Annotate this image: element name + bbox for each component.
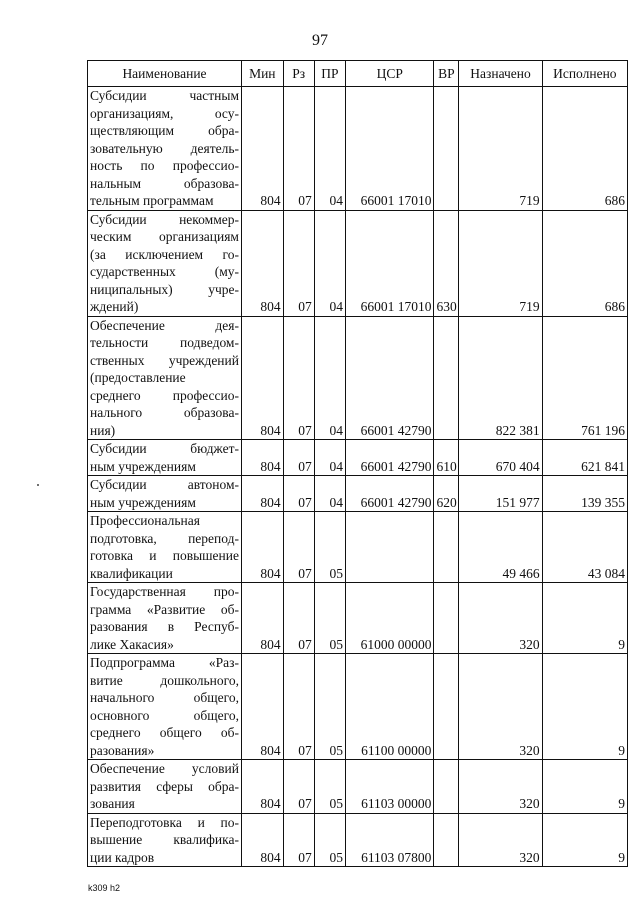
row-rz: 07: [283, 476, 314, 512]
row-pr: 05: [314, 583, 345, 654]
row-name-line: ждений): [90, 299, 139, 314]
row-executed: 9: [542, 654, 627, 760]
row-name: [88, 512, 242, 583]
row-name-line: Субсидии частным: [90, 88, 239, 103]
row-assigned: 49 466: [459, 512, 542, 583]
row-executed: 9: [542, 760, 627, 814]
row-rz: 07: [283, 760, 314, 814]
row-min: 804: [241, 654, 283, 760]
table-row: [88, 760, 628, 814]
row-name: [88, 316, 242, 440]
row-name-line: нального образова-: [90, 405, 239, 420]
row-assigned: 719: [459, 87, 542, 211]
row-pr: 05: [314, 760, 345, 814]
row-pr: 04: [314, 210, 345, 316]
row-vr: [434, 316, 459, 440]
table-row: [88, 476, 628, 512]
row-vr: [434, 512, 459, 583]
row-executed: 139 355: [542, 476, 627, 512]
row-pr: 05: [314, 512, 345, 583]
row-name: [88, 813, 242, 867]
row-pr: 05: [314, 654, 345, 760]
row-csr: 61000 00000: [346, 583, 434, 654]
row-rz: 07: [283, 813, 314, 867]
row-name-line: Обеспечение условий: [90, 761, 239, 776]
table-row: [88, 210, 628, 316]
row-csr: 66001 17010: [346, 210, 434, 316]
row-vr: 610: [434, 440, 459, 476]
row-min: 804: [241, 316, 283, 440]
row-name-line: лике Хакасия»: [90, 636, 174, 652]
row-vr: [434, 583, 459, 654]
row-min: 804: [241, 512, 283, 583]
row-csr: 61103 00000: [346, 760, 434, 814]
row-name-line: (предоставление: [90, 370, 186, 385]
row-rz: 07: [283, 512, 314, 583]
row-vr: [434, 813, 459, 867]
row-csr: 61100 00000: [346, 654, 434, 760]
header-csr: ЦСР: [346, 61, 434, 87]
row-assigned: 320: [459, 813, 542, 867]
header-vr: ВР: [434, 61, 459, 87]
row-name-line: разования в Респуб-: [90, 619, 239, 634]
scan-speck: [37, 484, 39, 486]
row-pr: 05: [314, 813, 345, 867]
table-row: [88, 440, 628, 476]
row-name-line: нальным образова-: [90, 175, 239, 191]
table-row: [88, 87, 628, 211]
row-rz: 07: [283, 210, 314, 316]
row-name-line: (за исключением го-: [90, 246, 239, 262]
row-name: [88, 210, 242, 316]
row-name-line: ным учреждениям: [90, 458, 196, 474]
header-executed: Исполнено: [542, 61, 627, 87]
row-name-line: среднего профессио-: [90, 387, 239, 403]
row-name: [88, 583, 242, 654]
row-csr: 66001 42790: [346, 476, 434, 512]
header-pr: ПР: [314, 61, 345, 87]
row-assigned: 822 381: [459, 316, 542, 440]
row-name-line: Субсидии автоном-: [90, 477, 239, 492]
row-name-line: тельным программам: [90, 193, 214, 208]
row-csr: [346, 512, 434, 583]
row-name-line: Государственная про-: [90, 584, 239, 599]
row-name-line: подготовка, перепод-: [90, 530, 239, 546]
row-name-line: Профессиональная: [90, 513, 200, 528]
table-row: [88, 512, 628, 583]
page-number: 97: [312, 32, 328, 49]
row-executed: 761 196: [542, 316, 627, 440]
row-min: 804: [241, 476, 283, 512]
row-name-line: витие дошкольного,: [90, 672, 239, 688]
row-vr: [434, 760, 459, 814]
table-row: [88, 316, 628, 440]
header-rz: Рз: [283, 61, 314, 87]
row-name-line: вышение квалифика-: [90, 832, 239, 847]
row-name-line: ность по профессио-: [90, 158, 239, 173]
row-assigned: 670 404: [459, 440, 542, 476]
row-name: [88, 476, 242, 512]
row-executed: 9: [542, 813, 627, 867]
row-name-line: Подпрограмма «Раз-: [90, 655, 239, 670]
row-name-line: зовательную деятель-: [90, 140, 239, 156]
row-min: 804: [241, 760, 283, 814]
row-rz: 07: [283, 583, 314, 654]
header-name: Наименование: [88, 61, 242, 87]
row-name-line: Субсидии некоммер-: [90, 211, 239, 227]
row-name-line: ческим организациям: [90, 229, 239, 244]
row-name-line: ществляющим обра-: [90, 123, 239, 138]
row-min: 804: [241, 583, 283, 654]
table-row: [88, 813, 628, 867]
row-csr: 66001 42790: [346, 440, 434, 476]
row-name-line: ниципальных) учре-: [90, 281, 239, 297]
row-assigned: 151 977: [459, 476, 542, 512]
row-assigned: 320: [459, 583, 542, 654]
table-body: [88, 87, 628, 867]
header-min: Мин: [241, 61, 283, 87]
row-name-line: Переподготовка и по-: [90, 814, 239, 830]
row-name-line: ственных учреждений: [90, 352, 239, 368]
header-assigned: Назначено: [459, 61, 542, 87]
row-pr: 04: [314, 476, 345, 512]
row-name-line: тельности подведом-: [90, 335, 239, 350]
row-name-line: ции кадров: [90, 849, 155, 865]
row-name-line: основного общего,: [90, 707, 239, 723]
row-name-line: квалификации: [90, 565, 173, 581]
row-csr: 66001 42790: [346, 316, 434, 440]
budget-table: [87, 60, 628, 867]
row-name-line: среднего общего об-: [90, 725, 239, 740]
row-min: 804: [241, 440, 283, 476]
row-name: [88, 87, 242, 211]
row-name-line: Субсидии бюджет-: [90, 441, 239, 456]
row-executed: 621 841: [542, 440, 627, 476]
row-name-line: ния): [90, 422, 116, 438]
row-name-line: развития сферы обра-: [90, 778, 239, 794]
row-name-line: Обеспечение дея-: [90, 317, 239, 333]
row-csr: 61103 07800: [346, 813, 434, 867]
row-csr: 66001 17010: [346, 87, 434, 211]
row-rz: 07: [283, 316, 314, 440]
row-vr: 630: [434, 210, 459, 316]
row-vr: [434, 87, 459, 211]
row-name: [88, 760, 242, 814]
row-name: [88, 440, 242, 476]
row-min: 804: [241, 87, 283, 211]
row-assigned: 320: [459, 654, 542, 760]
row-name-line: разования»: [90, 742, 155, 758]
table-row: [88, 654, 628, 760]
row-name-line: ным учреждениям: [90, 494, 196, 510]
row-min: 804: [241, 813, 283, 867]
row-name-line: начального общего,: [90, 690, 239, 705]
row-pr: 04: [314, 87, 345, 211]
row-min: 804: [241, 210, 283, 316]
table-header-row: [88, 61, 628, 87]
row-rz: 07: [283, 87, 314, 211]
row-name-line: организациям, осу-: [90, 105, 239, 121]
table-row: [88, 583, 628, 654]
row-executed: 686: [542, 87, 627, 211]
row-name-line: зования: [90, 796, 135, 811]
row-pr: 04: [314, 440, 345, 476]
row-rz: 07: [283, 654, 314, 760]
row-name-line: готовка и повышение: [90, 548, 239, 563]
row-executed: 686: [542, 210, 627, 316]
row-rz: 07: [283, 440, 314, 476]
row-assigned: 719: [459, 210, 542, 316]
footer-code: k309 h2: [88, 883, 121, 893]
row-vr: 620: [434, 476, 459, 512]
row-pr: 04: [314, 316, 345, 440]
row-assigned: 320: [459, 760, 542, 814]
row-name-line: сударственных (му-: [90, 264, 239, 279]
row-executed: 9: [542, 583, 627, 654]
row-vr: [434, 654, 459, 760]
row-name-line: грамма «Развитие об-: [90, 601, 239, 617]
row-executed: 43 084: [542, 512, 627, 583]
row-name: [88, 654, 242, 760]
